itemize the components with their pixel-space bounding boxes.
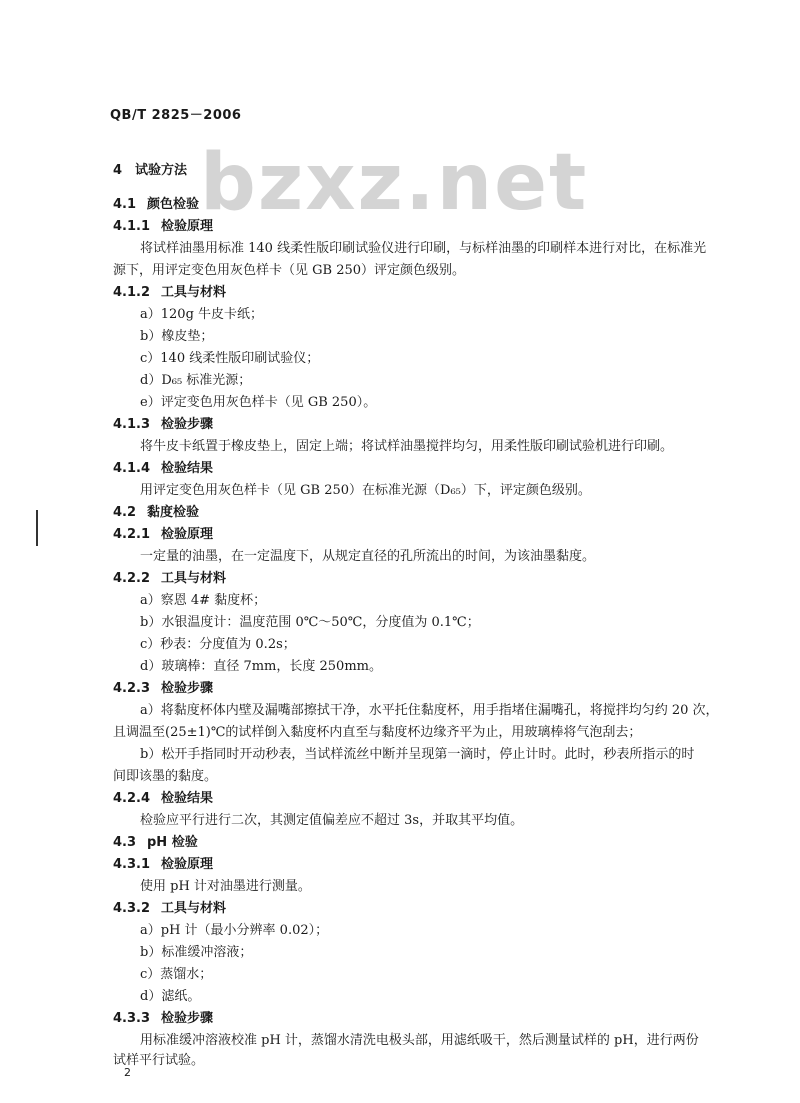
section-4-1-4-heading: 4.1.4 检验结果 [113, 461, 214, 476]
paragraph: 用评定变色用灰色样卡（见 GB 250）在标准光源（D₆₅）下，评定颜色级别。 [140, 483, 591, 498]
section-4-heading: 4 试验方法 [113, 163, 188, 178]
section-4-3-2-heading: 4.3.2 工具与材料 [113, 901, 227, 916]
list-item: d）玻璃棒：直径 7mm，长度 250mm。 [140, 659, 382, 674]
list-item: a）察恩 4# 黏度杯； [140, 593, 267, 608]
list-item: d）D₆₅ 标准光源； [140, 373, 252, 388]
list-item: c）140 线柔性版印刷试验仪； [140, 351, 320, 366]
list-item: b）标准缓冲溶液； [140, 945, 253, 960]
paragraph: 使用 pH 计对油墨进行测量。 [140, 879, 311, 894]
paragraph: 检验应平行进行二次，其测定值偏差应不超过 3s，并取其平均值。 [140, 813, 524, 828]
list-item: b）橡皮垫； [140, 329, 214, 344]
list-item: c）蒸馏水； [140, 967, 213, 982]
list-item: a）pH 计（最小分辨率 0.02）； [140, 923, 329, 938]
list-item: e）评定变色用灰色样卡（见 GB 250）。 [140, 395, 377, 410]
section-4-2-4-heading: 4.2.4 检验结果 [113, 791, 214, 806]
page-number: 2 [124, 1066, 131, 1079]
paragraph: 试样平行试验。 [113, 1053, 205, 1068]
paragraph: 一定量的油墨，在一定温度下，从规定直径的孔所流出的时间，为该油墨黏度。 [140, 549, 596, 564]
watermark: bzxz.net [200, 138, 589, 228]
paragraph: 将试样油墨用标准 140 线柔性版印刷试验仪进行印刷，与标样油墨的印刷样本进行对比，在标准光 [140, 241, 707, 256]
section-4-3-1-heading: 4.3.1 检验原理 [113, 857, 214, 872]
paragraph: 源下，用评定变色用灰色样卡（见 GB 250）评定颜色级别。 [113, 263, 466, 278]
section-4-2-1-heading: 4.2.1 检验原理 [113, 527, 214, 542]
paragraph: 用标准缓冲溶液校准 pH 计，蒸馏水清洗电极头部，用滤纸吸干，然后测量试样的 pH，进行两份 [140, 1033, 699, 1048]
standard-code: QB/T 2825－2006 [110, 108, 242, 123]
section-4-1-heading: 4.1 颜色检验 [113, 197, 200, 212]
list-item: a）120g 牛皮卡纸； [140, 307, 264, 322]
paragraph: 且调温至(25±1)℃的试样倒入黏度杯内直至与黏度杯边缘齐平为止，用玻璃棒将气泡刮去； [113, 725, 642, 740]
scan-mark [36, 510, 38, 546]
section-4-2-heading: 4.2 黏度检验 [113, 505, 200, 520]
paragraph: b）松开手指同时开动秒表，当试样流丝中断并呈现第一滴时，停止计时。此时，秒表所指示的时 [140, 747, 695, 762]
section-4-3-3-heading: 4.3.3 检验步骤 [113, 1011, 214, 1026]
paragraph: 将牛皮卡纸置于橡皮垫上，固定上端；将试样油墨搅拌均匀，用柔性版印刷试验机进行印刷。 [140, 439, 674, 454]
section-4-2-3-heading: 4.2.3 检验步骤 [113, 681, 214, 696]
paragraph: 间即该墨的黏度。 [113, 769, 218, 784]
paragraph: a）将黏度杯体内壁及漏嘴部擦拭干净，水平托住黏度杯，用手指堵住漏嘴孔，将搅拌均匀约 20 次， [140, 703, 719, 718]
section-4-2-2-heading: 4.2.2 工具与材料 [113, 571, 227, 586]
section-4-3-heading: 4.3 pH 检验 [113, 835, 198, 850]
section-4-1-3-heading: 4.1.3 检验步骤 [113, 417, 214, 432]
section-4-1-2-heading: 4.1.2 工具与材料 [113, 285, 227, 300]
list-item: b）水银温度计：温度范围 0℃～50℃，分度值为 0.1℃； [140, 615, 480, 630]
list-item: c）秒表：分度值为 0.2s； [140, 637, 296, 652]
section-4-1-1-heading: 4.1.1 检验原理 [113, 219, 214, 234]
list-item: d）滤纸。 [140, 989, 201, 1004]
